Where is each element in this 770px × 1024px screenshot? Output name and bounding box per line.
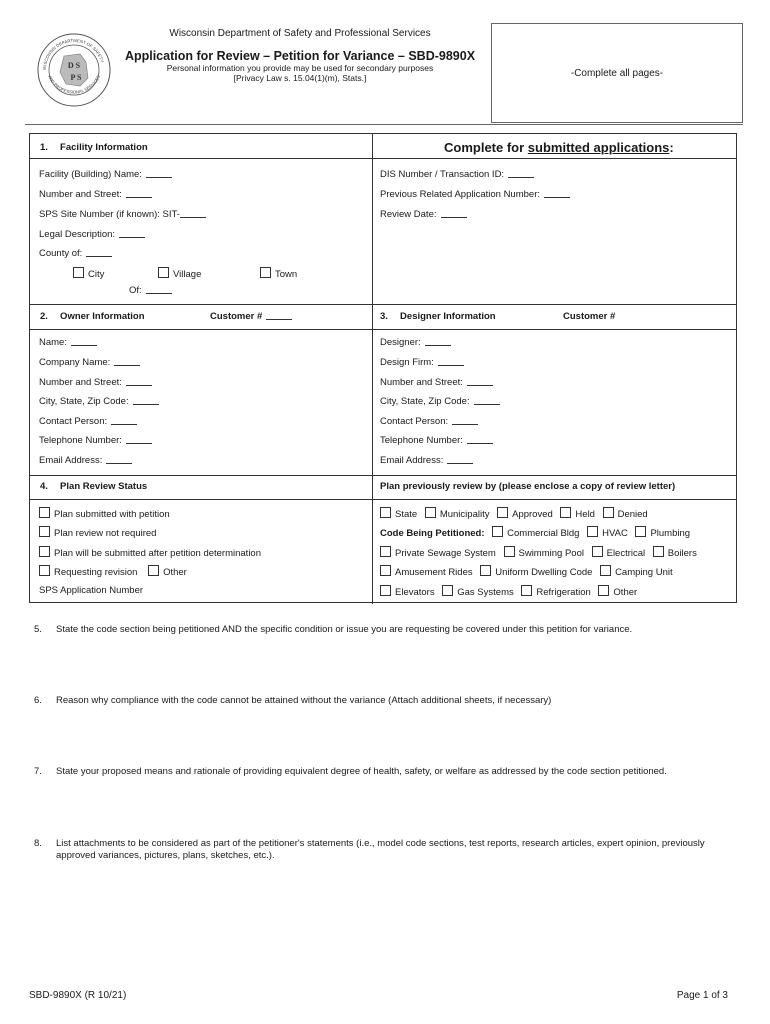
requesting-revision-row [39,565,187,578]
checkbox-icon [260,267,271,278]
owner-street-field[interactable]: Number and Street: [39,377,152,388]
form-id: SBD-9890X (R 10/21) [29,990,127,1001]
checkbox-icon [592,546,603,557]
question-8: 8. List attachments to be considered as part of the petitioner's statements (i.e., model code sections, test reports, research articles, expert opinion, previously approved variances, pictures, plans, sketches, etc.). [34,838,705,861]
review-date-field[interactable]: Review Date: [380,209,467,220]
checkbox-icon [600,565,611,576]
checkbox-icon [39,526,50,537]
previous-review-heading: Plan previously review by (please enclose a copy of review letter) [380,481,676,492]
design-firm-field[interactable]: Design Firm: [380,357,464,368]
approved-checkbox[interactable]: Approved [497,509,553,520]
county-field[interactable]: County of: [39,248,112,259]
question-7: 7. State your proposed means and rationale of providing equivalent degree of health, safety, or welfare as addressed by the code section petitioned. [34,766,667,777]
previous-review-row3 [380,546,697,559]
plan-review-not-required-checkbox[interactable]: Plan review not required [39,526,156,539]
camping-unit-checkbox[interactable]: Camping Unit [600,567,673,578]
checkbox-icon [521,585,532,596]
checkbox-icon [73,267,84,278]
privacy-notice-line1: Personal information you provide may be used for secondary purposes [166,63,434,73]
checkbox-icon [39,507,50,518]
designer-contact-field[interactable]: Contact Person: [380,416,478,427]
plan-submitted-after-checkbox[interactable]: Plan will be submitted after petition determination [39,546,261,559]
divider [30,304,736,305]
checkbox-icon [635,526,646,537]
designer-city-state-zip-field[interactable]: City, State, Zip Code: [380,396,500,407]
swimming-pool-checkbox[interactable]: Swimming Pool [504,548,584,559]
town-checkbox[interactable]: Town [260,267,297,280]
hvac-checkbox[interactable]: HVAC [587,528,628,539]
checkbox-icon [158,267,169,278]
checkbox-icon [380,585,391,596]
divider [30,499,736,500]
private-sewage-checkbox[interactable]: Private Sewage System [380,548,496,559]
designer-telephone-field[interactable]: Telephone Number: [380,435,493,446]
previous-review-row5 [380,585,637,598]
plan-review-status-heading: 4. Plan Review Status [40,481,148,492]
privacy-notice-line2: [Privacy Law s. 15.04(1)(m), Stats.] [233,73,367,83]
requesting-revision-checkbox[interactable]: Requesting revision [39,567,137,578]
designer-email-field[interactable]: Email Address: [380,455,473,466]
checkbox-icon [380,507,391,518]
svg-text:WISCONSIN DEPARTMENT OF SAFETY: WISCONSIN DEPARTMENT OF SAFETY [41,37,105,71]
sps-site-number-field[interactable]: SPS Site Number (if known): SIT- [39,209,206,220]
column-divider [372,134,373,604]
owner-info-heading: 2. Owner Information [40,311,145,322]
agency-name: Wisconsin Department of Safety and Professional Services [169,28,431,39]
denied-checkbox[interactable]: Denied [603,509,648,520]
checkbox-icon [492,526,503,537]
form-header [110,28,490,83]
electrical-checkbox[interactable]: Electrical [592,548,646,559]
code-other-checkbox[interactable]: Other [598,587,637,598]
owner-customer-number-field[interactable]: Customer # [210,311,292,322]
municipality-of-field[interactable]: Of: [129,285,172,296]
divider [30,475,736,476]
previous-application-field[interactable]: Previous Related Application Number: [380,189,570,200]
code-petitioned-label: Code Being Petitioned: [380,528,485,539]
owner-telephone-field[interactable]: Telephone Number: [39,435,152,446]
municipality-checkbox[interactable]: Municipality [425,509,490,520]
question-5: 5. State the code section being petitioned AND the specific condition or issue you are requesting be covered under this petition for variance. [34,624,633,635]
owner-name-field[interactable]: Name: [39,337,97,348]
checkbox-icon [653,546,664,557]
svg-text:D S: D S [67,61,81,70]
page-number: Page 1 of 3 [676,990,728,1001]
held-checkbox[interactable]: Held [560,509,595,520]
designer-info-heading: 3. Designer Information [380,311,496,322]
designer-street-field[interactable]: Number and Street: [380,377,493,388]
commercial-bldg-checkbox[interactable]: Commercial Bldg [492,528,579,539]
state-checkbox[interactable]: State [380,509,417,520]
amusement-rides-checkbox[interactable]: Amusement Rides [380,567,473,578]
checkbox-icon [497,507,508,518]
previous-review-row1 [380,507,648,520]
owner-company-field[interactable]: Company Name: [39,357,140,368]
owner-city-state-zip-field[interactable]: City, State, Zip Code: [39,396,159,407]
previous-review-row4 [380,565,673,578]
checkbox-icon [603,507,614,518]
checkbox-icon [560,507,571,518]
plan-submitted-checkbox[interactable]: Plan submitted with petition [39,507,170,520]
checkbox-icon [425,507,436,518]
designer-name-field[interactable]: Designer: [380,337,451,348]
owner-email-field[interactable]: Email Address: [39,455,132,466]
checkbox-icon [39,546,50,557]
checkbox-icon [587,526,598,537]
checkbox-icon [148,565,159,576]
village-checkbox[interactable]: Village [158,267,201,280]
complete-all-pages-note: -Complete all pages- [570,67,664,79]
facility-name-field[interactable]: Facility (Building) Name: [39,169,172,180]
header-divider [25,124,743,125]
facility-info-heading: 1. Facility Information [40,142,148,153]
svg-text:P S: P S [70,73,82,82]
designer-customer-number-field[interactable]: Customer # [563,311,616,322]
gas-systems-checkbox[interactable]: Gas Systems [442,587,514,598]
boilers-checkbox[interactable]: Boilers [653,548,697,559]
facility-street-field[interactable]: Number and Street: [39,189,152,200]
plumbing-checkbox[interactable]: Plumbing [635,528,690,539]
checkbox-icon [598,585,609,596]
uniform-dwelling-code-checkbox[interactable]: Uniform Dwelling Code [480,567,592,578]
checkbox-icon [380,565,391,576]
owner-contact-field[interactable]: Contact Person: [39,416,137,427]
checkbox-icon [39,565,50,576]
previous-review-row2 [380,526,690,539]
elevators-checkbox[interactable]: Elevators [380,587,435,598]
complete-all-pages-box [491,23,743,123]
form-title: Application for Review – Petition for Variance – SBD-9890X [124,49,476,63]
divider [30,158,736,159]
refrigeration-checkbox[interactable]: Refrigeration [521,587,590,598]
status-other-checkbox[interactable]: Other [148,567,187,578]
sps-application-number-field[interactable]: SPS Application Number [39,585,144,596]
checkbox-icon [480,565,491,576]
dis-number-field[interactable]: DIS Number / Transaction ID: [380,169,534,180]
divider [30,329,736,330]
checkbox-icon [380,546,391,557]
city-checkbox[interactable]: City [73,267,104,280]
svg-text:AND PROFESSIONAL SERVICES: AND PROFESSIONAL SERVICES [47,74,102,95]
dsps-seal-logo [36,32,112,108]
checkbox-icon [504,546,515,557]
checkbox-icon [442,585,453,596]
legal-description-field[interactable]: Legal Description: [39,229,145,240]
question-6: 6. Reason why compliance with the code cannot be attained without the variance (Attach additional sheets, if necessary) [34,695,552,706]
application-form-table [29,133,737,603]
submitted-applications-heading: Complete for submitted applications: [444,140,674,155]
